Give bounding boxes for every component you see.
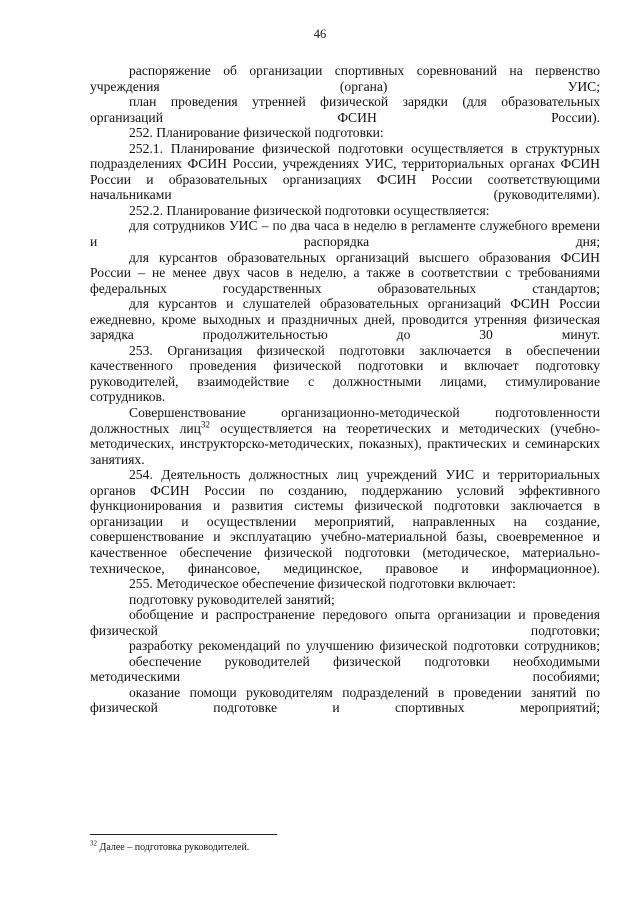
paragraph-text: Совершенствование организационно-методической подготовленности должностных лиц: [90, 405, 600, 436]
paragraph-text: осуществляется на теоретических и методических (учебно-методических, инструкторско-методических, показных), практических и семинарских занятиях.: [90, 420, 600, 467]
paragraph: для курсантов образовательных организаций высшего образования ФСИН России – не менее двух часов в неделю, а также в соответствии с требованиями федеральных государственных образовательных стандартов;: [90, 249, 600, 296]
paragraph: 252.1. Планирование физической подготовки осуществляется в структурных подразделениях ФСИН России, учреждениях УИС, территориальных органах ФСИН России и образовательных организациях ФСИН России соответствующими начальниками (руководителями).: [90, 140, 600, 203]
footnote: [90, 839, 600, 854]
footnote-reference[interactable]: 32: [200, 419, 210, 430]
footnote-text: Далее – подготовка руководителей.: [97, 842, 250, 853]
list-item: обеспечение руководителей физической подготовки необходимыми методическими пособиями;: [90, 653, 600, 685]
paragraph: 252.2. Планирование физической подготовки осуществляется:: [129, 202, 490, 218]
list-item: подготовку руководителей занятий;: [129, 591, 335, 607]
footnote-number: 32: [90, 839, 97, 848]
paragraph: для сотрудников УИС – по два часа в неделю в регламенте служебного времени и распорядка дня;: [90, 218, 600, 250]
section-paragraph-253: 253. Организация физической подготовки заключается в обеспечении качественного проведения физической подготовки и включает подготовку руководителей, взаимодействие с должностными лицами, стимулирование сотрудников.: [90, 342, 600, 405]
document-body: [90, 63, 600, 716]
page-number: 46: [313, 27, 327, 41]
footnote-divider: [90, 834, 277, 835]
paragraph: распоряжение об организации спортивных соревнований на первенство учреждения (органа) УИС;: [90, 63, 600, 94]
section-paragraph-254: 254. Деятельность должностных лиц учреждений УИС и территориальных органов ФСИН России по созданию, поддержанию условий эффективного функционирования и развития системы физической подготовки заключается в организации и осуществлении мероприятий, направленных на создание, совершенствование и эксплуатацию учебно-материальной базы, своевременное и качественное обеспечение физической подготовки (методическое, материально-техническое, финансовое, медицинское, правовое и информационное).: [90, 467, 600, 576]
paragraph: план проведения утренней физической зарядки (для образовательных организаций ФСИН России).: [90, 94, 600, 125]
section-heading-255: 255. Методическое обеспечение физической подготовки включает:: [129, 576, 516, 592]
list-item: оказание помощи руководителям подразделений в проведении занятий по физической подготовке и спортивных мероприятий;: [90, 684, 600, 716]
section-heading-252: 252. Планирование физической подготовки:: [129, 125, 384, 141]
paragraph-with-footnote: [90, 405, 600, 467]
list-item: разработку рекомендаций по улучшению физической подготовки сотрудников;: [129, 638, 600, 654]
paragraph: для курсантов и слушателей образовательных организаций ФСИН России ежедневно, кроме выходных и праздничных дней, проводится утренняя физическая зарядка продолжительностью до 30 минут.: [90, 296, 600, 343]
list-item: обобщение и распространение передового опыта организации и проведения физической подготовки;: [90, 607, 600, 638]
